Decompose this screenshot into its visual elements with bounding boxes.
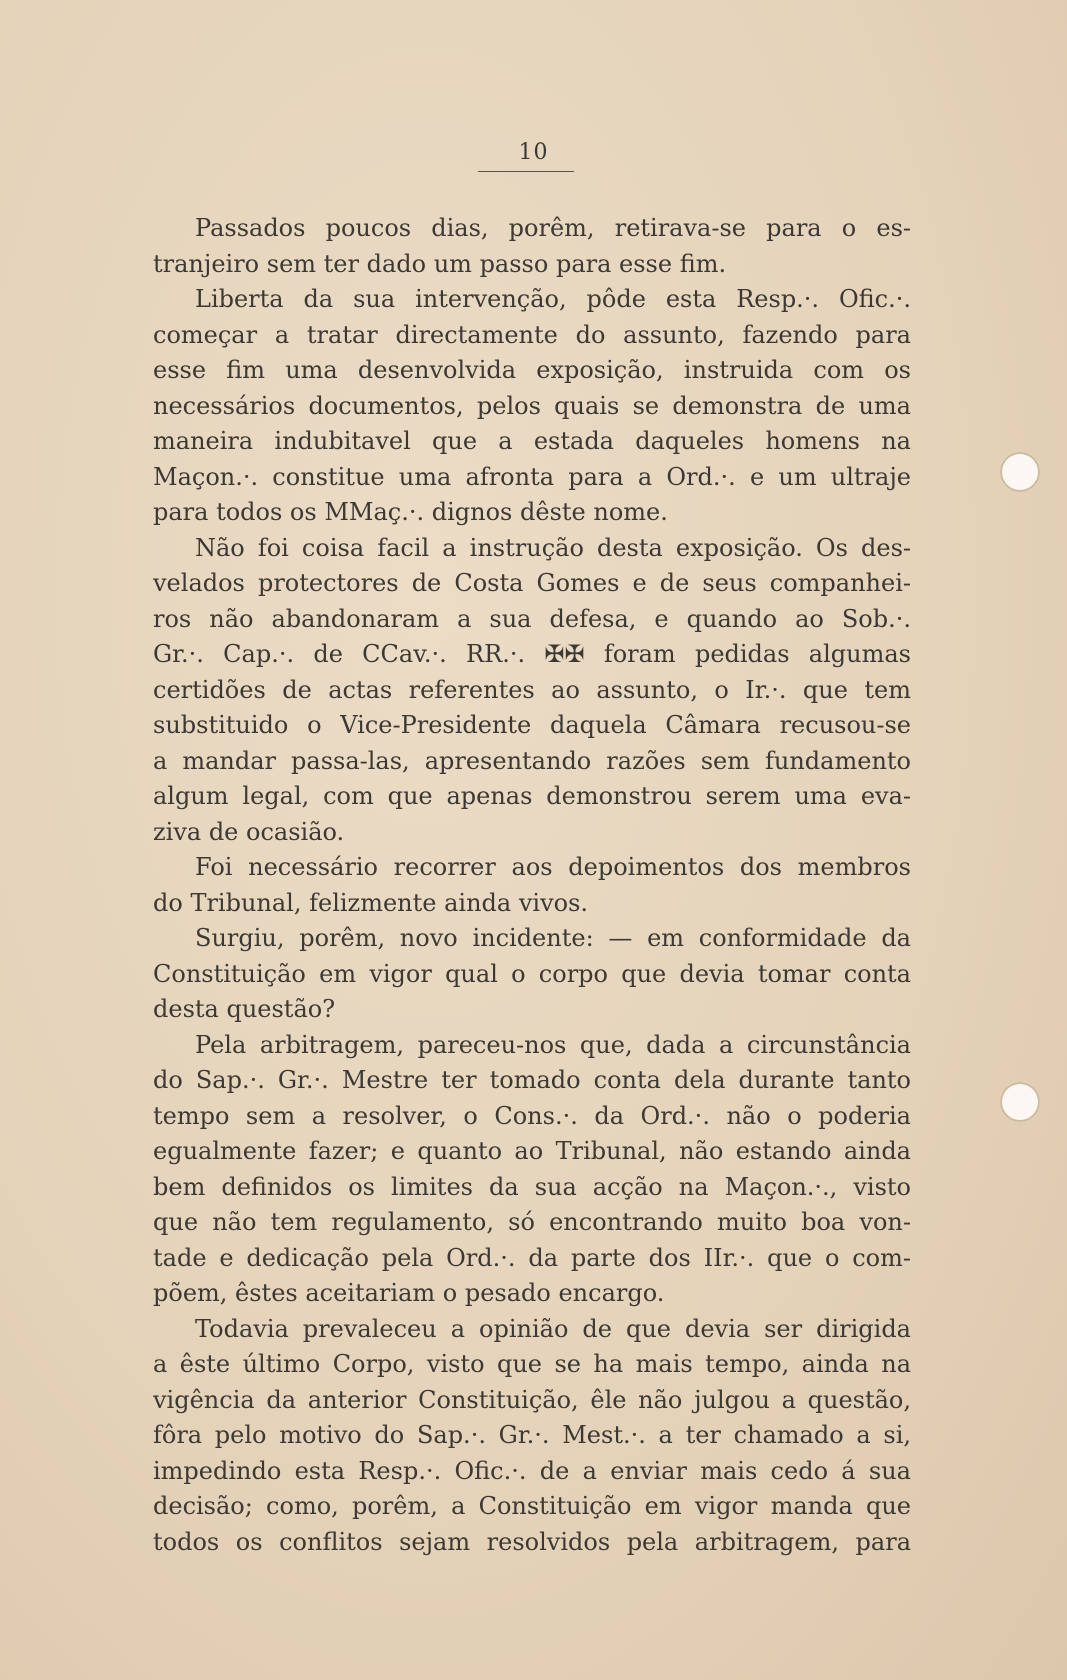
text-line: Pela arbitragem, pareceu-nos que, dada a circunstância	[195, 1030, 911, 1059]
text-line: todos os conflitos sejam resolvidos pela arbitragem, para	[153, 1527, 911, 1556]
text-line: velados protectores de Costa Gomes e de seus companhei-	[153, 569, 911, 597]
text-line: bem definidos os limites da sua acção na Maçon.·., visto	[153, 1172, 911, 1201]
text-line: ros não abandonaram a sua defesa, e quando ao Sob.·.	[153, 604, 911, 633]
text-line: para todos os MMaç.·. dignos dêste nome.	[153, 498, 668, 526]
text-line: desta questão?	[153, 995, 336, 1023]
text-line: Maçon.·. constitue uma afronta para a Ord.·. e um ultraje	[153, 462, 911, 491]
text-line: Liberta da sua intervenção, pôde esta Resp.·. Ofic.·.	[195, 285, 911, 313]
text-line: Não foi coisa facil a instrução desta exposição. Os des-	[195, 533, 911, 562]
text-line: tempo sem a resolver, o Cons.·. da Ord.·. não o poderia	[153, 1101, 911, 1130]
text-line: decisão; como, porêm, a Constituição em vigor manda que	[153, 1492, 911, 1520]
page-number: 10	[518, 140, 549, 165]
text-line: tranjeiro sem ter dado um passo para esse fim.	[153, 249, 727, 278]
text-line: algum legal, com que apenas demonstrou serem uma eva-	[153, 782, 911, 810]
text-line: do Sap.·. Gr.·. Mestre ter tomado conta dela durante tanto	[153, 1066, 911, 1094]
body-text	[153, 211, 911, 1560]
text-line: substituido o Vice-Presidente daquela Câmara recusou-se	[153, 711, 911, 739]
text-line: Passados poucos dias, porêm, retirava-se para o es-	[195, 214, 911, 242]
text-line: ziva de ocasião.	[153, 817, 345, 846]
text-line: impedindo esta Resp.·. Ofic.·. de a enviar mais cedo á sua	[153, 1456, 911, 1485]
text-line: Foi necessário recorrer aos depoimentos dos membros	[195, 853, 911, 881]
text-line: Surgiu, porêm, novo incidente: — em conformidade da	[195, 924, 911, 952]
text-line: começar a tratar directamente do assunto, fazendo para	[153, 320, 911, 349]
text-line: a mandar passa-las, apresentando razões sem fundamento	[153, 746, 911, 775]
text-line: egualmente fazer; e quanto ao Tribunal, não estando ainda	[153, 1137, 911, 1165]
text-line: necessários documentos, pelos quais se demonstra de uma	[153, 391, 911, 420]
text-line: que não tem regulamento, só encontrando muito boa von-	[153, 1208, 911, 1236]
text-line: a êste último Corpo, visto que se ha mais tempo, ainda na	[153, 1350, 911, 1378]
text-line: esse fim uma desenvolvida exposição, instruida com os	[153, 356, 911, 384]
text-line: põem, êstes aceitariam o pesado encargo.	[153, 1279, 665, 1307]
punch-hole-top	[1000, 452, 1040, 492]
page-number-rule	[478, 171, 574, 172]
text-line: Todavia prevaleceu a opinião de que devia ser dirigida	[195, 1314, 911, 1343]
text-line: Gr.·. Cap.·. de CCav.·. RR.·. ✠✠ foram pedidas algumas	[153, 640, 911, 668]
text-line: certidões de actas referentes ao assunto, o Ir.·. que tem	[153, 675, 911, 704]
text-line: vigência da anterior Constituição, êle não julgou a questão,	[153, 1385, 911, 1414]
text-line: tade e dedicação pela Ord.·. da parte dos IIr.·. que o com-	[153, 1243, 911, 1272]
punch-hole-bottom	[1000, 1082, 1040, 1122]
text-line: maneira indubitavel que a estada daqueles homens na	[153, 427, 911, 455]
text-line: fôra pelo motivo do Sap.·. Gr.·. Mest.·. a ter chamado a si,	[153, 1421, 911, 1449]
text-line: do Tribunal, felizmente ainda vivos.	[153, 888, 589, 917]
text-line: Constituição em vigor qual o corpo que devia tomar conta	[153, 959, 911, 988]
